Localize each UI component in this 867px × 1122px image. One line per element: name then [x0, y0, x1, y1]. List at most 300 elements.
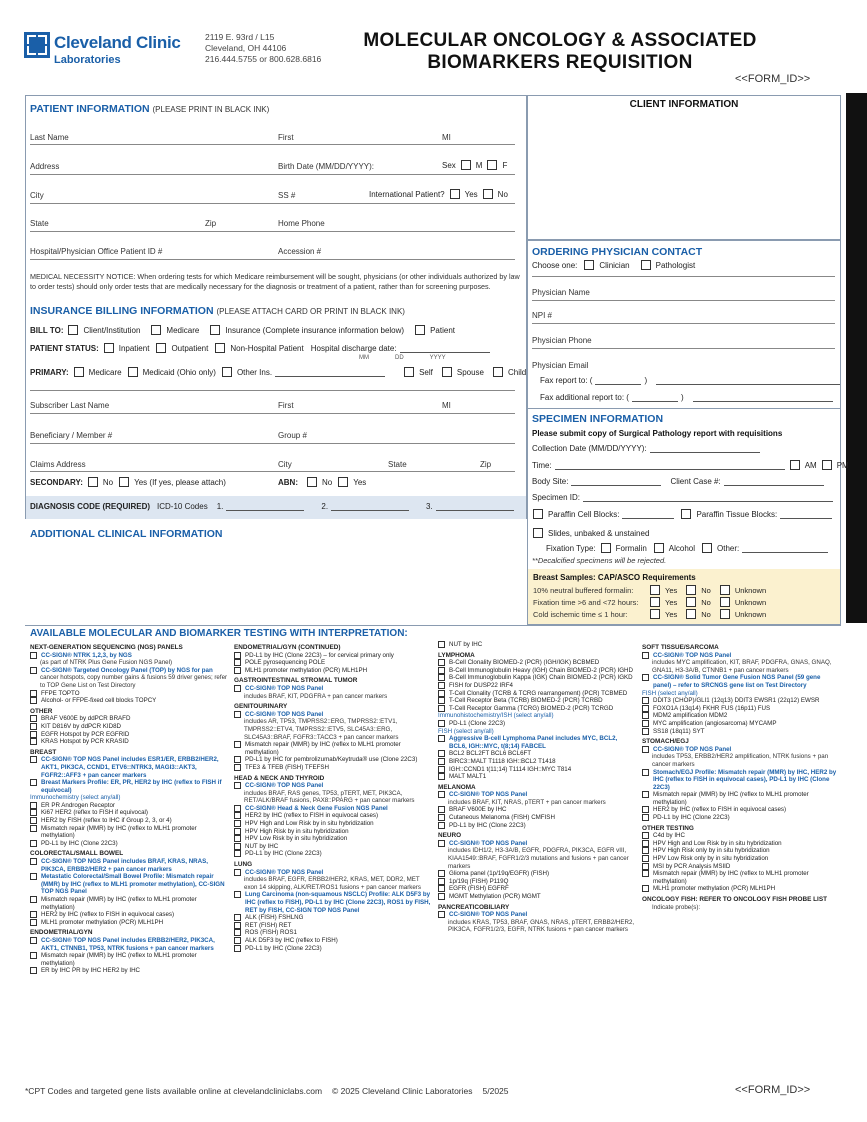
test-item[interactable]	[438, 682, 636, 690]
secondary-no-checkbox[interactable]	[88, 477, 98, 487]
test-checkbox[interactable]	[234, 711, 241, 718]
fax-add-area-field[interactable]	[632, 393, 678, 402]
test-item[interactable]	[642, 712, 840, 720]
nonhosp-checkbox[interactable]	[215, 343, 225, 353]
intl-yes-checkbox[interactable]	[450, 189, 460, 199]
primary-field[interactable]	[30, 390, 515, 391]
formalin-checkbox[interactable]	[601, 543, 611, 553]
test-item[interactable]	[438, 641, 636, 649]
test-checkbox[interactable]	[438, 750, 445, 757]
physician-name-field[interactable]	[532, 300, 835, 301]
test-label: Metastatic Colorectal/Small Bowel Profile: Mismatch repair (MMR) by IHC (reflex to MLH1 promoter methylation), CC-SIGN TOP NGS Panel	[41, 873, 225, 896]
other-ins-field[interactable]	[275, 368, 385, 377]
test-item[interactable]	[30, 697, 228, 705]
test-panel-item[interactable]	[438, 840, 636, 848]
test-item[interactable]	[642, 806, 840, 814]
test-checkbox[interactable]	[438, 814, 445, 821]
fixation-label: Fixation Type:	[546, 543, 596, 553]
test-checkbox[interactable]	[30, 967, 37, 974]
child-checkbox[interactable]	[493, 367, 503, 377]
test-item[interactable]	[438, 893, 636, 901]
test-item[interactable]	[234, 937, 432, 945]
intl-no-checkbox[interactable]	[483, 189, 493, 199]
mm-hint: MM	[359, 355, 369, 361]
test-item[interactable]	[438, 870, 636, 878]
breast-req-yes-checkbox[interactable]	[650, 597, 660, 607]
test-label: NUT by IHC	[449, 641, 483, 648]
test-checkbox[interactable]	[438, 641, 445, 648]
test-checkbox[interactable]	[438, 735, 445, 742]
test-item[interactable]	[642, 863, 840, 871]
bill-medicare-checkbox[interactable]	[151, 325, 161, 335]
test-checkbox[interactable]	[30, 756, 37, 763]
test-item[interactable]	[642, 885, 840, 893]
breast-req-label: Cold ischemic time ≤ 1 hour:	[533, 610, 628, 619]
test-item[interactable]	[642, 847, 840, 855]
abn-row	[278, 477, 366, 487]
test-item[interactable]	[642, 840, 840, 848]
test-checkbox[interactable]	[234, 929, 241, 936]
paraffin-tissue-label: Paraffin Tissue Blocks:	[696, 509, 778, 519]
city-field[interactable]	[30, 203, 515, 204]
primary-medicaid-checkbox[interactable]	[128, 367, 138, 377]
test-label: Mismatch repair (MMR) by IHC (reflex to MLH1 promoter methylation)	[41, 896, 197, 911]
test-checkbox[interactable]	[30, 896, 37, 903]
test-panel-item[interactable]	[234, 805, 432, 813]
test-checkbox[interactable]	[438, 674, 445, 681]
test-checkbox[interactable]	[234, 820, 241, 827]
test-label: PD-L1 by IHC (Clone 22C3) – for cervical primary only	[245, 651, 394, 659]
test-panel-item[interactable]	[234, 685, 432, 693]
test-checkbox[interactable]	[438, 911, 445, 918]
last-name-field[interactable]	[30, 144, 515, 145]
test-checkbox[interactable]	[30, 858, 37, 865]
collection-date-field[interactable]	[650, 444, 760, 453]
test-item[interactable]	[438, 885, 636, 893]
test-item[interactable]	[234, 850, 432, 858]
test-checkbox[interactable]	[234, 850, 241, 857]
test-panel-item[interactable]	[234, 711, 432, 719]
test-checkbox[interactable]	[438, 758, 445, 765]
form-id-top: <<FORM_ID>>	[735, 73, 811, 85]
test-checkbox[interactable]	[438, 705, 445, 712]
test-item[interactable]	[234, 929, 432, 937]
client-info-field[interactable]	[530, 115, 838, 235]
primary-medicare-checkbox[interactable]	[74, 367, 84, 377]
test-item[interactable]	[642, 728, 840, 736]
test-item[interactable]	[234, 828, 432, 836]
test-item[interactable]	[642, 814, 840, 822]
breast-req-unknown: Unknown	[734, 585, 767, 595]
test-checkbox[interactable]	[642, 863, 649, 870]
test-item[interactable]	[30, 840, 228, 848]
test-item[interactable]	[234, 652, 432, 660]
breast-req-yes-checkbox[interactable]	[650, 585, 660, 595]
test-item[interactable]	[438, 814, 636, 822]
test-checkbox[interactable]	[30, 919, 37, 926]
test-item[interactable]	[642, 791, 840, 806]
test-checkbox[interactable]	[642, 705, 649, 712]
client-case-field[interactable]	[724, 477, 824, 486]
test-panel-item[interactable]	[30, 937, 228, 952]
test-item[interactable]	[642, 697, 840, 705]
test-checkbox[interactable]	[438, 822, 445, 829]
test-label: PD-L1 by IHC (Clone 22C3)	[245, 850, 322, 858]
test-checkbox[interactable]	[438, 893, 445, 900]
test-item[interactable]	[30, 967, 228, 975]
test-item[interactable]	[642, 870, 840, 885]
test-panel-item[interactable]	[30, 873, 228, 896]
test-label: HPV Low Risk only by in situ hybridization	[653, 855, 769, 863]
test-checkbox[interactable]	[438, 697, 445, 704]
breast-req-yes-checkbox[interactable]	[650, 609, 660, 619]
icd-field-2[interactable]	[331, 502, 409, 511]
address-line1: 2119 E. 93rd / L15	[205, 32, 275, 42]
fax-row	[540, 376, 840, 385]
icd-label: ICD-10 Codes	[157, 502, 208, 511]
collection-label: Collection Date (MM/DD/YYYY):	[532, 444, 647, 453]
test-checkbox[interactable]	[234, 828, 241, 835]
test-item[interactable]	[30, 825, 228, 840]
test-checkbox[interactable]	[234, 843, 241, 850]
test-panel-item[interactable]	[438, 791, 636, 799]
test-checkbox[interactable]	[438, 690, 445, 697]
test-checkbox[interactable]	[234, 764, 241, 771]
primary-other-checkbox[interactable]	[222, 367, 232, 377]
slides-checkbox[interactable]	[533, 528, 543, 538]
choose-row	[532, 260, 695, 270]
test-checkbox[interactable]	[642, 791, 649, 798]
sex-f-checkbox[interactable]	[487, 160, 497, 170]
breast-req-no-checkbox[interactable]	[686, 597, 696, 607]
sex-m-checkbox[interactable]	[461, 160, 471, 170]
test-checkbox[interactable]	[30, 809, 37, 816]
lab-address	[205, 32, 321, 65]
collection-row	[532, 444, 760, 453]
fax-add-number-field[interactable]	[693, 393, 833, 402]
other-checkbox[interactable]	[702, 543, 712, 553]
test-checkbox[interactable]	[30, 840, 37, 847]
abn-no-checkbox[interactable]	[307, 477, 317, 487]
test-checkbox[interactable]	[438, 870, 445, 877]
additional-clinical-field[interactable]	[26, 544, 526, 624]
test-item[interactable]	[30, 731, 228, 739]
spouse-checkbox[interactable]	[442, 367, 452, 377]
test-checkbox[interactable]	[438, 766, 445, 773]
self-checkbox[interactable]	[404, 367, 414, 377]
breast-req-unknown-checkbox[interactable]	[720, 609, 730, 619]
test-checkbox[interactable]	[642, 840, 649, 847]
test-item[interactable]	[438, 659, 636, 667]
test-label: PD-L1 (Clone 22C3)	[449, 719, 506, 727]
test-checkbox[interactable]	[30, 731, 37, 738]
test-checkbox[interactable]	[438, 791, 445, 798]
subscriber-field[interactable]	[30, 413, 515, 414]
test-checkbox[interactable]	[642, 674, 649, 681]
test-checkbox[interactable]	[30, 652, 37, 659]
paraffin-tissue-checkbox[interactable]	[681, 509, 691, 519]
test-checkbox[interactable]	[30, 697, 37, 704]
test-checkbox[interactable]	[30, 937, 37, 944]
test-checkbox[interactable]	[234, 667, 241, 674]
test-item[interactable]	[30, 919, 228, 927]
test-item[interactable]	[234, 820, 432, 828]
test-label: HPV Low Risk by in situ hybridization	[245, 835, 348, 843]
test-checkbox[interactable]	[642, 728, 649, 735]
discharge-date-field[interactable]	[400, 344, 490, 353]
test-item[interactable]	[438, 822, 636, 830]
test-checkbox[interactable]	[30, 817, 37, 824]
test-checkbox[interactable]	[234, 891, 241, 898]
breast-req-no-checkbox[interactable]	[686, 585, 696, 595]
time-field[interactable]	[555, 461, 785, 470]
test-label: CC-SIGN® Targeted Oncology Panel (TOP) by NGS for pan	[41, 666, 213, 674]
pathologist-checkbox[interactable]	[641, 260, 651, 270]
test-checkbox[interactable]	[30, 723, 37, 730]
test-item[interactable]	[234, 843, 432, 851]
clinician-checkbox[interactable]	[584, 260, 594, 270]
test-label: CC-SIGN® TOP NGS Panel	[449, 791, 528, 799]
test-checkbox[interactable]	[234, 659, 241, 666]
test-item[interactable]	[234, 945, 432, 953]
test-checkbox[interactable]	[642, 832, 649, 839]
test-panel-item[interactable]	[438, 911, 636, 919]
bill-patient-checkbox[interactable]	[415, 325, 425, 335]
fax-area-field[interactable]	[595, 376, 641, 385]
test-checkbox[interactable]	[234, 869, 241, 876]
inpatient-checkbox[interactable]	[104, 343, 114, 353]
test-checkbox[interactable]	[234, 914, 241, 921]
test-checkbox[interactable]	[234, 937, 241, 944]
test-item[interactable]	[234, 764, 432, 772]
test-checkbox[interactable]	[438, 667, 445, 674]
test-checkbox[interactable]	[234, 805, 241, 812]
test-checkbox[interactable]	[30, 873, 37, 880]
test-item[interactable]	[234, 914, 432, 922]
test-item[interactable]	[642, 720, 840, 728]
outpatient-label: Outpatient	[171, 343, 209, 353]
pm-checkbox[interactable]	[822, 460, 832, 470]
test-panel-item[interactable]	[234, 782, 432, 790]
specimen-id-field[interactable]	[583, 493, 833, 502]
test-item[interactable]	[438, 674, 636, 682]
test-item[interactable]	[438, 667, 636, 675]
paraffin-cell-field[interactable]	[622, 510, 674, 519]
page-title	[350, 30, 770, 74]
physician-phone-field[interactable]	[532, 348, 835, 349]
test-category-heading: NEXT-GENERATION SEQUENCING (NGS) PANELS	[30, 644, 183, 651]
paraffin-cell-checkbox[interactable]	[533, 509, 543, 519]
test-checkbox[interactable]	[642, 847, 649, 854]
test-checkbox[interactable]	[642, 746, 649, 753]
test-checkbox[interactable]	[30, 825, 37, 832]
test-label: CC-SIGN® NTRK 1,2,3, by NGS	[41, 651, 132, 659]
breast-req-row-0	[533, 586, 833, 597]
test-checkbox[interactable]	[30, 690, 37, 697]
test-item[interactable]	[438, 878, 636, 886]
test-category-heading: STOMACH/EGJ	[642, 738, 689, 746]
test-detail: includes KRAS, TP53, BRAF, GNAS, NRAS, pTERT, ERBB2/HER2, PIK3CA, FGFR1/2/3, EGFR, NTRK fusions + pan cancer markers	[448, 918, 635, 934]
paraffin-tissue-field[interactable]	[780, 510, 832, 519]
test-panel-item[interactable]	[30, 779, 228, 794]
body-site-field[interactable]	[571, 477, 661, 486]
test-item[interactable]	[438, 758, 636, 766]
address-field[interactable]	[30, 174, 515, 175]
test-checkbox[interactable]	[234, 812, 241, 819]
secondary-yes-checkbox[interactable]	[119, 477, 129, 487]
secondary-yes-label: Yes (If yes, please attach)	[134, 477, 226, 487]
intl-no-label: No	[497, 189, 508, 199]
test-item[interactable]	[438, 705, 636, 713]
test-label: NUT by IHC	[245, 842, 279, 850]
test-checkbox[interactable]	[234, 685, 241, 692]
test-item[interactable]	[438, 806, 636, 814]
test-checkbox[interactable]	[642, 870, 649, 877]
state-field[interactable]	[30, 231, 515, 232]
outpatient-checkbox[interactable]	[156, 343, 166, 353]
icd-field-3[interactable]	[436, 502, 514, 511]
test-panel-item[interactable]	[30, 756, 228, 779]
test-checkbox[interactable]	[438, 840, 445, 847]
patient-status-label: PATIENT STATUS:	[30, 343, 99, 353]
test-panel-item[interactable]	[642, 652, 840, 660]
hospital-id-field[interactable]	[30, 259, 515, 260]
abn-yes-checkbox[interactable]	[338, 477, 348, 487]
test-checkbox[interactable]	[642, 720, 649, 727]
test-panel-item[interactable]	[30, 667, 228, 675]
test-item[interactable]	[438, 690, 636, 698]
test-item[interactable]	[234, 667, 432, 675]
test-item[interactable]	[642, 855, 840, 863]
test-item[interactable]	[234, 835, 432, 843]
test-item[interactable]	[438, 766, 636, 774]
test-panel-item[interactable]	[642, 674, 840, 689]
test-checkbox[interactable]	[438, 720, 445, 727]
test-item[interactable]	[30, 952, 228, 967]
test-category-heading: GASTROINTESTINAL STROMAL TUMOR	[234, 677, 358, 685]
test-checkbox[interactable]	[234, 945, 241, 952]
breast-req-unknown-checkbox[interactable]	[720, 597, 730, 607]
breast-req-yes: Yes	[665, 585, 678, 595]
bill-insurance-checkbox[interactable]	[210, 325, 220, 335]
test-checkbox[interactable]	[234, 741, 241, 748]
test-checkbox[interactable]	[30, 802, 37, 809]
test-checkbox[interactable]	[642, 855, 649, 862]
breast-req-row-1	[533, 598, 833, 609]
icd-field-1[interactable]	[226, 502, 304, 511]
specimen-divider	[527, 408, 841, 409]
test-checkbox[interactable]	[234, 652, 241, 659]
fax-add-close: )	[680, 393, 684, 402]
test-checkbox[interactable]	[30, 779, 37, 786]
test-item[interactable]	[30, 802, 228, 810]
test-checkbox[interactable]	[642, 806, 649, 813]
test-checkbox[interactable]	[30, 738, 37, 745]
test-item[interactable]	[30, 723, 228, 731]
physician-email-label: Physician Email	[532, 361, 589, 370]
test-panel-item[interactable]	[642, 769, 840, 792]
test-checkbox[interactable]	[438, 885, 445, 892]
test-checkbox[interactable]	[234, 922, 241, 929]
test-detail: includes BRAF, EGFR, ERBB2/HER2, KRAS, MET, DDR2, MET exon 14 skipping, ALK/RET/ROS1 fusions + pan cancer markers	[244, 876, 421, 891]
test-item[interactable]	[234, 741, 432, 756]
beneficiary-field[interactable]	[30, 443, 515, 444]
breast-req-no-checkbox[interactable]	[686, 609, 696, 619]
test-category-heading: ENDOMETRIAL/GYN (CONTINUED)	[234, 644, 341, 651]
test-item[interactable]	[234, 922, 432, 930]
test-checkbox[interactable]	[642, 769, 649, 776]
other-fixation-field[interactable]	[742, 544, 828, 553]
test-checkbox[interactable]	[642, 652, 649, 659]
test-checkbox[interactable]	[642, 712, 649, 719]
test-panel-item[interactable]	[642, 746, 840, 754]
test-item[interactable]	[30, 896, 228, 911]
test-panel-item[interactable]	[234, 891, 432, 914]
test-item[interactable]	[30, 690, 228, 698]
test-label: T-Cell Receptor Gamma (TCRG) BIOMED-2 (PCR) TCRGD	[449, 704, 614, 712]
fax-number-field[interactable]	[656, 376, 840, 385]
paraffin-row	[531, 509, 832, 519]
test-panel-item[interactable]	[438, 735, 636, 750]
test-checkbox[interactable]	[438, 773, 445, 780]
test-item[interactable]	[234, 756, 432, 764]
test-item[interactable]	[30, 817, 228, 825]
form-id-bottom: <<FORM_ID>>	[735, 1084, 811, 1096]
test-checkbox[interactable]	[642, 814, 649, 821]
test-checkbox[interactable]	[438, 659, 445, 666]
bill-client-checkbox[interactable]	[68, 325, 78, 335]
test-category-heading: OTHER TESTING	[642, 824, 694, 832]
alcohol-checkbox[interactable]	[654, 543, 664, 553]
test-item[interactable]	[234, 659, 432, 667]
test-checkbox[interactable]	[438, 878, 445, 885]
test-checkbox[interactable]	[234, 835, 241, 842]
claims-address-field[interactable]	[30, 471, 515, 472]
test-item[interactable]	[642, 705, 840, 713]
test-checkbox[interactable]	[642, 697, 649, 704]
test-checkbox[interactable]	[30, 911, 37, 918]
test-label: CC-SIGN® TOP NGS Panel	[449, 911, 528, 919]
test-checkbox[interactable]	[30, 715, 37, 722]
breast-req-unknown-checkbox[interactable]	[720, 585, 730, 595]
testing-title: AVAILABLE MOLECULAR AND BIOMARKER TESTING WITH INTERPRETATION:	[30, 628, 408, 639]
test-item[interactable]	[438, 750, 636, 758]
intl-label: International Patient?	[369, 189, 445, 199]
test-item[interactable]	[30, 809, 228, 817]
test-checkbox[interactable]	[438, 682, 445, 689]
test-panel-item[interactable]	[234, 869, 432, 877]
test-panel-item[interactable]	[30, 858, 228, 873]
am-checkbox[interactable]	[790, 460, 800, 470]
test-checkbox[interactable]	[438, 806, 445, 813]
test-checkbox[interactable]	[642, 885, 649, 892]
test-item[interactable]	[30, 911, 228, 919]
test-checkbox[interactable]	[30, 952, 37, 959]
npi-field[interactable]	[532, 323, 835, 324]
test-checkbox[interactable]	[234, 782, 241, 789]
test-item[interactable]	[642, 832, 840, 840]
test-checkbox[interactable]	[30, 667, 37, 674]
test-item[interactable]	[438, 773, 636, 781]
test-item[interactable]	[438, 697, 636, 705]
test-checkbox[interactable]	[234, 756, 241, 763]
test-item[interactable]	[30, 738, 228, 746]
abn-label: ABN:	[278, 477, 298, 487]
test-panel-item[interactable]	[30, 652, 228, 660]
test-item[interactable]	[30, 715, 228, 723]
test-item[interactable]	[438, 720, 636, 728]
test-item[interactable]	[234, 812, 432, 820]
